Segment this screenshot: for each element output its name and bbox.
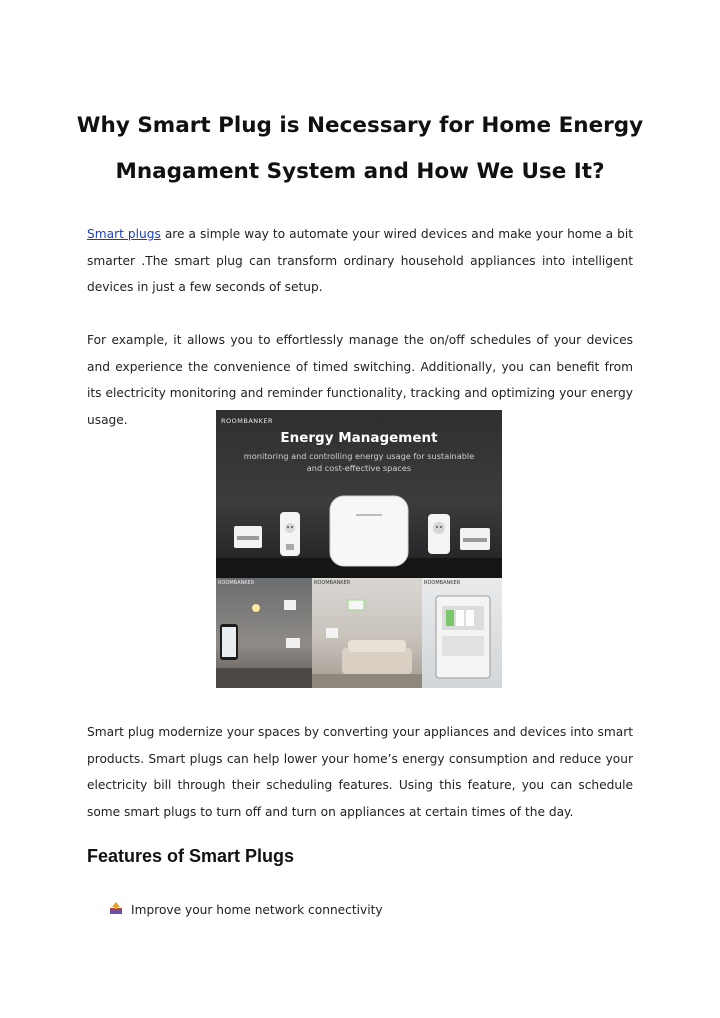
scene-panel-bedroom <box>312 578 422 688</box>
panel-brand: ROOMBANKER <box>314 580 351 586</box>
scene-panels <box>216 578 502 688</box>
living-room-illustration <box>216 578 312 688</box>
example-paragraph: For example, it allows you to effortlessly manage the on/off schedules of your devices and experience the convenience of timed switching. Additionally, you can benefit from its electricity monitoring and reminder functionality, tracking and optimizing your energy usage. <box>87 333 633 427</box>
intro-paragraph <box>87 221 633 301</box>
energy-management-image <box>216 410 502 688</box>
hero-title: Energy Management <box>280 430 438 446</box>
scene-panel-breaker <box>422 578 502 688</box>
brand-logo: ROOMBANKER <box>221 417 274 425</box>
device-lineup-illustration <box>216 410 502 578</box>
hero-subtitle: monitoring and controlling energy usage for sustainable and cost-effective spaces <box>243 451 475 473</box>
scene-panel-living <box>216 578 312 688</box>
panel-brand: ROOMBANKER <box>218 580 255 586</box>
intro-paragraph-text: are a simple way to automate your wired devices and make your home a bit smarter .The smart plug can transform ordinary household appliances into intelligent devices in just a few seconds of setup. <box>87 227 633 294</box>
smart-plugs-link[interactable]: Smart plugs <box>87 227 161 241</box>
breaker-box-illustration <box>422 578 502 688</box>
panel-brand: ROOMBANKER <box>424 580 461 586</box>
hero-banner <box>216 410 502 578</box>
bedroom-illustration <box>312 578 422 688</box>
energy-hub-icon <box>330 496 408 566</box>
page-title-line-2: Mnagament System and How We Use It? <box>115 159 605 184</box>
benefits-paragraph: Smart plug modernize your spaces by converting your appliances and devices into smart products. Smart plugs can help lower your home’s energy consumption and reduce your electricity bill through their scheduling features. Using this feature, you can schedule some smart plugs to turn off and turn on appliances at certain times of the day. <box>87 725 633 819</box>
page-title-line-1: Why Smart Plug is Necessary for Home Energy <box>76 113 644 138</box>
bullet-arrow-icon <box>108 901 124 917</box>
feature-bullet-text: Improve your home network connectivity <box>131 903 383 917</box>
features-heading: Features of Smart Plugs <box>87 846 295 866</box>
